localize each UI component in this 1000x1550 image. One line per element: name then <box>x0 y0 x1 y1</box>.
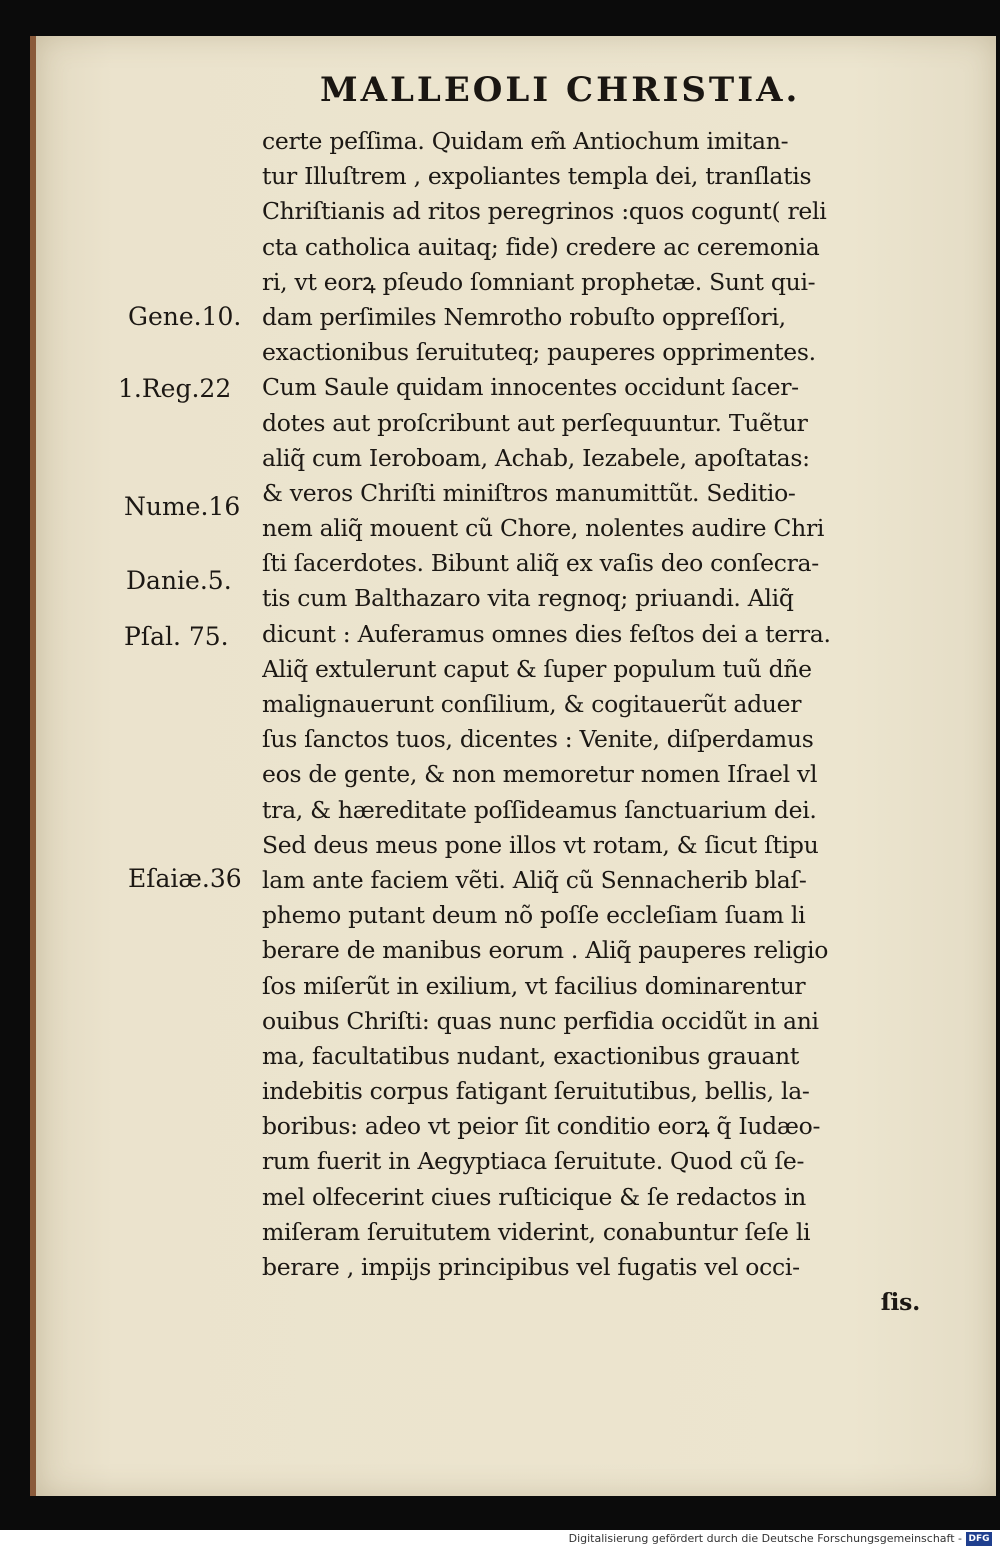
text-line: tra, & hæreditate poſſideamus ſanctuarium dei. <box>262 795 817 824</box>
text-line: malignauerunt conſilium, & cogitauerũt aduer <box>262 690 802 718</box>
text-line: ma, facultatibus nudant, exactionibus grauant <box>262 1041 800 1070</box>
text-line: dam perſimiles Nemrotho robuſto oppreſſori, <box>262 302 786 331</box>
body-text <box>262 124 920 1320</box>
text-line: tis cum Balthazaro vita regnoq; priuandi. Aliq̃ <box>262 584 794 613</box>
marginal-gloss: Pſal. 75. <box>124 622 229 651</box>
marginal-gloss: Eſaiæ.36 <box>128 864 242 893</box>
text-line: Chriſtianis ad ritos peregrinos :quos cogunt( reli <box>262 197 827 226</box>
text-line: dotes aut proſcribunt aut perſequuntur. Tuẽtur <box>262 408 808 437</box>
text-line: ri, vt eorꝝ pſeudo ſomniant prophetæ. Sunt qui- <box>262 267 816 296</box>
marginal-gloss: 1.Reg.22 <box>118 374 232 403</box>
text-line: indebitis corpus fatigant ſeruitutibus, bellis, la- <box>262 1077 810 1106</box>
text-line: miſeram ſeruitutem viderint, conabuntur ſeſe li <box>262 1217 811 1246</box>
text-line: ſos miſerũt in exilium, vt facilius dominarentur <box>262 971 806 1000</box>
text-line: eos de gente, & non memoretur nomen Iſrael vl <box>262 760 818 789</box>
footer-credit: Digitalisierung gefördert durch die Deutsche Forschungsgemeinschaft - <box>568 1532 962 1545</box>
footer-bar <box>0 1530 1000 1550</box>
text-line: ouibus Chriſti: quas nunc perfidia occidũt in ani <box>262 1006 819 1035</box>
marginal-gloss: Danie.5. <box>126 566 232 595</box>
text-line: dicunt : Auferamus omnes dies feſtos dei a terra. <box>262 619 831 648</box>
text-line: lam ante faciem vẽti. Aliq̃ cũ Sennacherib blaſ- <box>262 865 807 894</box>
text-line: Aliq̃ extulerunt caput & ſuper populum tuũ dñe <box>262 654 812 683</box>
text-line: & veros Chriſti miniſtros manumittũt. Seditio- <box>262 478 796 507</box>
text-line: boribus: adeo vt peior ſit conditio eorꝝ q̃ Iudæo- <box>262 1112 821 1141</box>
text-line: berare , impijs principibus vel fugatis vel occi- <box>262 1253 800 1281</box>
text-line: ſus ſanctos tuos, dicentes : Venite, diſperdamus <box>262 725 814 754</box>
text-line: aliq̃ cum Ieroboam, Achab, Iezabele, apoſtatas: <box>262 443 810 472</box>
text-line: Sed deus meus pone illos vt rotam, & ſicut ſtipu <box>262 830 819 859</box>
text-line: phemo putant deum nõ poſſe eccleſiam ſuam li <box>262 901 806 930</box>
text-line: cta catholica auitaq; fide) credere ac ceremonia <box>262 232 820 261</box>
text-line: rum fuerit in Aegyptiaca ſeruitute. Quod cũ ſe- <box>262 1147 805 1176</box>
text-line: tur Illuſtrem , expoliantes templa dei, tranſlatis <box>262 162 812 191</box>
text-line: berare de manibus eorum . Aliq̃ pauperes religio <box>262 936 829 965</box>
dfg-logo[interactable]: DFG <box>966 1532 992 1546</box>
text-line: Cum Saule quidam innocentes occidunt ſacer- <box>262 373 799 402</box>
text-line: ſti ſacerdotes. Bibunt aliq̃ ex vaſis deo conſecra- <box>262 549 819 578</box>
text-line: exactionibus ſeruituteq; pauperes opprimentes. <box>262 338 816 367</box>
text-line: mel olfecerint ciues ruſticique & ſe redactos in <box>262 1182 807 1211</box>
running-head: MALLEOLI CHRISTIA. <box>320 70 801 110</box>
text-line: ſis. <box>880 1288 920 1317</box>
marginal-gloss: Nume.16 <box>124 492 241 521</box>
text-line: certe peſſima. Quidam em̃ Antiochum imitan- <box>262 127 789 155</box>
text-line: nem aliq̃ mouent cũ Chore, nolentes audire Chri <box>262 514 825 543</box>
marginal-gloss: Gene.10. <box>128 302 242 331</box>
